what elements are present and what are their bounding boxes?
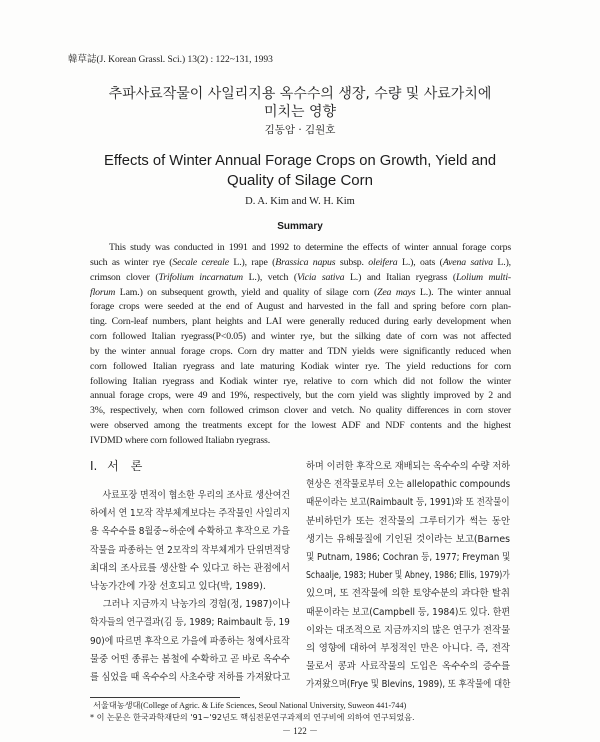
body-text-line: 90)에 따르면 후작으로 가을에 파종하는 청예사료작 bbox=[90, 635, 290, 647]
body-text-line: 학자들의 연구결과(김 등, 1989; Raimbault 등, 19 bbox=[90, 617, 290, 629]
scientific-name: Brassica napus bbox=[275, 256, 336, 268]
body-text-line: 때문이라는 보고(Campbell 등, 1984)도 있다. 한편 bbox=[306, 606, 511, 618]
summary-line bbox=[90, 256, 511, 271]
body-text-line: 분비하던가 또는 전작물의 그루터기가 썩는 동안 bbox=[306, 515, 510, 527]
summary-text: such as winter rye ( bbox=[90, 256, 173, 268]
summary-text: subsp. bbox=[335, 256, 369, 268]
summary-paragraph bbox=[90, 241, 511, 449]
summary-line bbox=[90, 360, 511, 375]
body-text-line: 하며 이러한 후작으로 재배되는 옥수수의 수량 저하 bbox=[306, 461, 511, 472]
summary-text: L.), bbox=[492, 256, 511, 268]
summary-line bbox=[90, 404, 511, 419]
summary-text: annual forage crops, were 49 and 19%, respectively, but the corn yield was slightly improved by 2 and bbox=[90, 390, 511, 402]
body-text-line: 물중 어떤 종류는 봄철에 수확하고 곧 바로 옥수수 bbox=[90, 653, 290, 665]
body-text-line: 용 옥수수를 8월중~하순에 수확하고 후작으로 가을 bbox=[90, 526, 290, 538]
summary-text: L.), oats ( bbox=[397, 256, 443, 268]
body-text-line: 최대의 조사료를 생산할 수 있다고 하는 관점에서 bbox=[90, 562, 290, 574]
scientific-name: Avena sativa bbox=[442, 256, 493, 268]
summary-text: IVDMD where corn followed Italiabn ryegrass. bbox=[90, 434, 271, 446]
body-text-line: 를 심었을 때 옥수수의 사초수량 저하를 가져왔다고 bbox=[90, 672, 291, 684]
summary-heading: Summary bbox=[277, 221, 323, 232]
summary-line bbox=[90, 330, 511, 345]
body-text-line: 때문이라는 보고(Raimbault 등, 1991)와 또 전작물이 bbox=[306, 497, 510, 509]
summary-text: by the winter annual forage crops. Corn dry matter and TDN yields were significantly reduced when bbox=[90, 345, 511, 357]
summary-line bbox=[90, 434, 511, 449]
english-title-line: Effects of Winter Annual Forage Crops on Growth, Yield and bbox=[104, 152, 497, 169]
korean-authors: 김동암 · 김원호 bbox=[264, 124, 336, 136]
scientific-name: florum bbox=[90, 286, 116, 298]
body-text-line: 그러나 지금까지 낙농가의 경험(정, 1987)이나 bbox=[102, 599, 290, 611]
summary-line bbox=[90, 419, 511, 434]
summary-text: following Italian ryegrass and Kodiak winter rye, relative to corn which did not follow the winter bbox=[90, 375, 511, 387]
scientific-name: Vicia sativa bbox=[296, 271, 345, 283]
body-text-line: 작물을 파종하는 연 2모작의 작부체계가 단위면적당 bbox=[90, 544, 291, 556]
english-authors: D. A. Kim and W. H. Kim bbox=[245, 196, 355, 207]
summary-text: were observed among the treatments except for the lowest ADF and NDF contents and the highest bbox=[90, 420, 511, 432]
body-column-left bbox=[90, 487, 290, 687]
body-text-line: 이와는 대조적으로 지금까지의 많은 연구가 전작물 bbox=[306, 624, 511, 636]
summary-text: L.), vetch ( bbox=[242, 271, 297, 283]
body-text-line: 가져왔으며(Frye 및 Blevins, 1989), 또 후작물에 대한 bbox=[306, 679, 511, 691]
scientific-name: Trifolium incarnatum bbox=[158, 271, 243, 283]
scientific-name: Lolium multi- bbox=[456, 271, 512, 283]
summary-line bbox=[90, 286, 511, 301]
footnote-divider bbox=[90, 697, 240, 698]
page-number: － 122 － bbox=[281, 726, 318, 736]
korean-title-line: 미치는 영향 bbox=[263, 104, 337, 120]
journal-citation: 韓草誌(J. Korean Grassl. Sci.) 13(2) : 122~131, 1993 bbox=[68, 55, 273, 65]
section-heading-introduction: Ⅰ. 서 론 bbox=[90, 459, 143, 473]
summary-line bbox=[90, 315, 511, 330]
scientific-name: Zea mays bbox=[377, 286, 416, 298]
scientific-name: oleifera bbox=[368, 256, 398, 268]
footnote-affiliation: 서울대농생대(College of Agric. & Life Sciences, Seoul National University, Suweon 441-744) bbox=[93, 701, 407, 710]
summary-line bbox=[90, 300, 511, 315]
body-column-right bbox=[306, 458, 510, 695]
body-text-line: Schaalje, 1983; Huber 및 Abney, 1986; Ellis, 1979)가 bbox=[306, 570, 510, 582]
body-text-line: 낙농가간에 가장 선호되고 있다(박, 1989). bbox=[90, 581, 266, 593]
body-text-line: 물로서 콩과 사료작물의 도입은 옥수수의 증수를 bbox=[306, 661, 510, 673]
summary-line bbox=[90, 389, 511, 404]
body-text-line: 사료포장 면적이 협소한 우리의 조사료 생산여건 bbox=[102, 490, 291, 501]
summary-text: L.). The winter annual bbox=[415, 286, 511, 298]
summary-text: L.), rape ( bbox=[228, 256, 276, 268]
body-text-line: 생기는 유해물질에 기인된 것이라는 보고(Barnes bbox=[306, 533, 510, 545]
summary-text: forage crops were seeded at the end of August and harvested in the fall and spring before corn plan- bbox=[90, 301, 511, 313]
summary-text: 3%, respectively, when corn followed crimson clover and vetch. No quality differences in corn stover bbox=[90, 405, 511, 417]
summary-text: Lam.) on subsequent growth, yield and quality of silage corn ( bbox=[115, 286, 378, 298]
korean-title-line: 추파사료작물이 사일리지용 옥수수의 생장, 수량 및 사료가치에 bbox=[108, 86, 492, 102]
summary-text: corn followed Italian ryegrass and late maturing Kodiak winter rye. The yield reductions for corn bbox=[90, 360, 511, 372]
english-title-line: Quality of Silage Corn bbox=[227, 172, 373, 189]
summary-line bbox=[90, 345, 511, 360]
body-text-line: 현상은 전작물로부터 오는 allelopathic compounds bbox=[306, 479, 511, 491]
footnote-funding-note: * 이 논문은 한국과학재단의 '91~'92년도 핵심전문연구과제의 연구비에 의하여 연구되었음. bbox=[90, 712, 415, 722]
summary-line bbox=[90, 241, 511, 256]
summary-line bbox=[90, 375, 511, 390]
body-text-line: 및 Putnam, 1986; Cochran 등, 1977; Freyman 및 bbox=[306, 552, 511, 564]
summary-text: This study was conducted in 1991 and 1992 to determine the effects of winter annual forage corps bbox=[109, 242, 511, 253]
body-text-line: 하에서 연 1모작 작부체계보다는 주작물인 사일리지 bbox=[90, 508, 291, 520]
summary-text: corn followed Italian ryegrass(P<0.05) and winter rye, but the silking date of corn was not affected bbox=[90, 331, 511, 343]
summary-text: crimson clover ( bbox=[90, 271, 159, 283]
body-text-line: 있으며, 또 전작물에 의한 토양수분의 과다한 탈취 bbox=[306, 588, 510, 600]
scientific-name: Secale cereale bbox=[172, 256, 229, 268]
summary-text: ting. Corn-leaf numbers, plant heights and LAI were generally reduced during early development when bbox=[90, 316, 511, 328]
summary-text: L.) and Italian ryegrass ( bbox=[344, 271, 456, 283]
summary-line bbox=[90, 271, 511, 286]
body-text-line: 의 영향에 대하여 부정적인 만은 아니다. 즉, 전작 bbox=[306, 643, 510, 655]
